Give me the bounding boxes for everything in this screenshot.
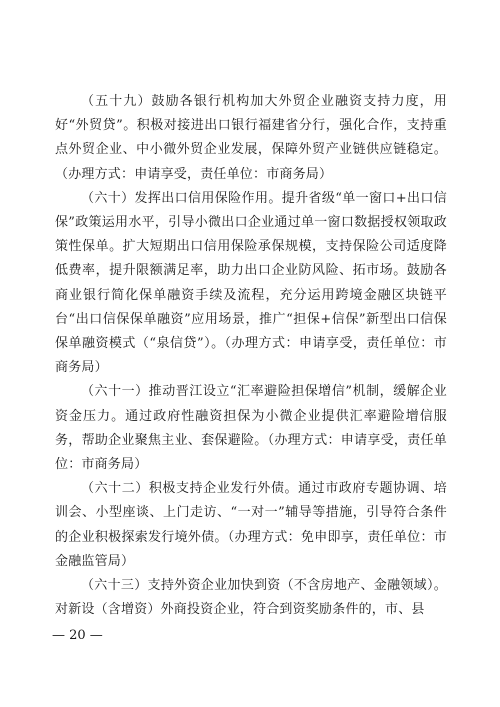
paragraph-59: （五十九）鼓励各银行机构加大外贸企业融资支持力度，用好“外贸贷”。积极对接进出口银行福建省分行，强化合作，支持重点外贸企业、中小微外贸企业发展，保障外贸产业链供应链稳定。（办理方式：申请享受，责任单位：市商务局）	[55, 94, 447, 182]
paragraph-63: （六十三）支持外资企业加快到资（不含房地产、金融领域）。对新设（含增资）外商投资企业，符合到资奖励条件的，市、县	[55, 578, 447, 618]
paragraph-60: （六十）发挥出口信用保险作用。提升省级“单一窗口+出口信保”政策运用水平，引导小微出口企业通过单一窗口数据授权领取政策性保单。扩大短期出口信用保险承保规模，支持保险公司适度降低费率，提升限额满足率，助力出口企业防风险、拓市场。鼓励各商业银行简化保单融资手续及流程，充分运用跨境金融区块链平台“出口信保保单融资”应用场景，推广“担保+信保”新型出口信保保单融资模式（“泉信贷”）。（办理方式：申请享受，责任单位：市商务局）	[55, 190, 447, 376]
paragraph-61: （六十一）推动晋江设立“汇率避险担保增信”机制，缓解企业资金压力。通过政府性融资担保为小微企业提供汇率避险增信服务，帮助企业聚焦主业、套保避险。（办理方式：申请享受，责任单位：市商务局）	[55, 384, 447, 473]
document-body	[55, 90, 447, 622]
paragraph-62: （六十二）积极支持企业发行外债。通过市政府专题协调、培训会、小型座谈、上门走访、“一对一”辅导等措施，引导符合条件的企业积极探索发行境外债。（办理方式：免申即享，责任单位：市金融监管局）	[55, 481, 447, 569]
page-number: — 20 —	[52, 628, 103, 643]
